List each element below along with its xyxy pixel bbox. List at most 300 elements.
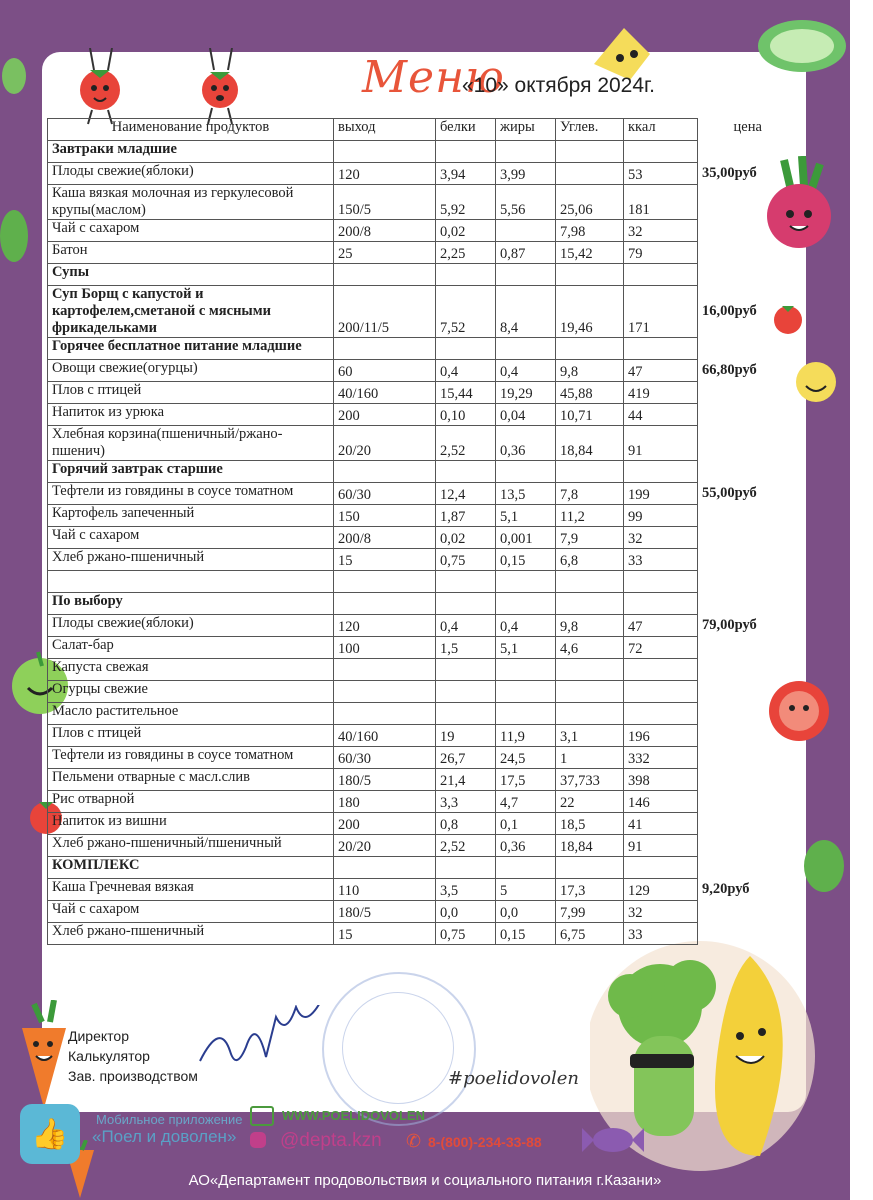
cell-k xyxy=(624,461,698,483)
phone-number[interactable]: 8-(800)-234-33-88 xyxy=(428,1134,542,1150)
cell-out xyxy=(334,461,436,483)
cell-out: 200/8 xyxy=(334,220,436,242)
cell-f xyxy=(496,338,556,360)
leaf-icon xyxy=(800,836,848,896)
cell-out: 200 xyxy=(334,404,436,426)
table-row xyxy=(48,725,798,747)
cell-c: 25,06 xyxy=(556,185,624,220)
price-cell xyxy=(698,637,798,659)
cell-out: 15 xyxy=(334,923,436,945)
table-row xyxy=(48,404,798,426)
cell-p: 0,75 xyxy=(436,923,496,945)
table-row xyxy=(48,879,798,901)
cell-f: 5,56 xyxy=(496,185,556,220)
cell-c: 18,84 xyxy=(556,835,624,857)
header-output: выход xyxy=(334,119,436,141)
product-name: Чай с сахаром xyxy=(48,527,334,549)
phone-icon: ✆ xyxy=(406,1131,422,1152)
section-row xyxy=(48,264,798,286)
cell-k: 199 xyxy=(624,483,698,505)
cell-k: 398 xyxy=(624,769,698,791)
cell-c: 3,1 xyxy=(556,725,624,747)
product-name: Плоды свежие(яблоки) xyxy=(48,163,334,185)
price-cell xyxy=(698,659,798,681)
product-name: Хлебная корзина(пшеничный/ржано-пшенич) xyxy=(48,426,334,461)
cell-f xyxy=(496,571,556,593)
cell-f: 19,29 xyxy=(496,382,556,404)
product-name: Плоды свежие(яблоки) xyxy=(48,615,334,637)
cell-k: 79 xyxy=(624,242,698,264)
cell-k: 91 xyxy=(624,835,698,857)
cell-k: 72 xyxy=(624,637,698,659)
cell-out xyxy=(334,659,436,681)
table-row xyxy=(48,923,798,945)
cell-f: 24,5 xyxy=(496,747,556,769)
cell-f: 0,4 xyxy=(496,615,556,637)
cell-k xyxy=(624,659,698,681)
table-row xyxy=(48,163,798,185)
cell-k: 47 xyxy=(624,360,698,382)
cell-k: 32 xyxy=(624,527,698,549)
cell-out: 200 xyxy=(334,813,436,835)
section-row xyxy=(48,141,798,163)
cell-c: 7,9 xyxy=(556,527,624,549)
cell-p: 5,92 xyxy=(436,185,496,220)
cell-c: 18,84 xyxy=(556,426,624,461)
cell-k: 47 xyxy=(624,615,698,637)
cell-k xyxy=(624,593,698,615)
cell-p: 0,4 xyxy=(436,360,496,382)
cell-c: 1 xyxy=(556,747,624,769)
cell-p xyxy=(436,703,496,725)
cell-out: 110 xyxy=(334,879,436,901)
cell-f: 5 xyxy=(496,879,556,901)
section-title: Горячий завтрак старшие xyxy=(48,461,334,483)
cell-k: 99 xyxy=(624,505,698,527)
cell-c: 45,88 xyxy=(556,382,624,404)
cell-out: 180/5 xyxy=(334,901,436,923)
table-row xyxy=(48,615,798,637)
cell-out xyxy=(334,681,436,703)
section-row xyxy=(48,593,798,615)
cell-c: 4,6 xyxy=(556,637,624,659)
cell-c xyxy=(556,659,624,681)
cell-p: 1,5 xyxy=(436,637,496,659)
cell-f: 0,4 xyxy=(496,360,556,382)
product-name: Картофель запеченный xyxy=(48,505,334,527)
cell-f: 8,4 xyxy=(496,286,556,338)
cell-f: 11,9 xyxy=(496,725,556,747)
hashtag: #poelidovolen xyxy=(448,1068,579,1089)
cell-f: 0,36 xyxy=(496,835,556,857)
table-row xyxy=(48,835,798,857)
cell-out xyxy=(334,703,436,725)
price-cell: 16,00руб xyxy=(698,286,798,338)
cell-p xyxy=(436,593,496,615)
product-name: Напиток из вишни xyxy=(48,813,334,835)
product-name: Напиток из урюка xyxy=(48,404,334,426)
cell-out: 20/20 xyxy=(334,426,436,461)
cell-p: 0,02 xyxy=(436,527,496,549)
product-name: Тефтели из говядины в соусе томатном xyxy=(48,483,334,505)
table-row xyxy=(48,242,798,264)
table-row xyxy=(48,681,798,703)
cell-p: 3,3 xyxy=(436,791,496,813)
price-cell: 66,80руб xyxy=(698,360,798,382)
price-cell xyxy=(698,703,798,725)
cell-c: 6,75 xyxy=(556,923,624,945)
price-cell: 35,00руб xyxy=(698,163,798,185)
cell-out: 60/30 xyxy=(334,747,436,769)
price-cell xyxy=(698,747,798,769)
table-row xyxy=(48,571,798,593)
cell-k: 171 xyxy=(624,286,698,338)
cell-f xyxy=(496,659,556,681)
cell-out: 120 xyxy=(334,615,436,637)
cell-c xyxy=(556,703,624,725)
cell-out: 180 xyxy=(334,791,436,813)
cell-out: 120 xyxy=(334,163,436,185)
cell-c: 19,46 xyxy=(556,286,624,338)
cell-out xyxy=(334,857,436,879)
table-row xyxy=(48,901,798,923)
price-cell xyxy=(698,141,798,163)
cell-c: 9,8 xyxy=(556,615,624,637)
cell-out xyxy=(334,141,436,163)
company-footer: АО«Департамент продовольствия и социального питания г.Казани» xyxy=(188,1172,662,1189)
cell-k xyxy=(624,141,698,163)
product-name: Хлеб ржано-пшеничный xyxy=(48,923,334,945)
cell-c: 15,42 xyxy=(556,242,624,264)
cell-p: 26,7 xyxy=(436,747,496,769)
product-name: Капуста свежая xyxy=(48,659,334,681)
product-name: Тефтели из говядины в соусе томатном xyxy=(48,747,334,769)
instagram-handle[interactable]: @depta.kzn xyxy=(280,1130,382,1151)
cell-out: 200/8 xyxy=(334,527,436,549)
cell-p xyxy=(436,681,496,703)
app-label: Мобильное приложение xyxy=(96,1112,243,1127)
cell-p xyxy=(436,659,496,681)
header-kcal: ккал xyxy=(624,119,698,141)
cell-c: 17,3 xyxy=(556,879,624,901)
product-name: Масло растительное xyxy=(48,703,334,725)
cell-p: 7,52 xyxy=(436,286,496,338)
cell-f xyxy=(496,857,556,879)
cell-f: 0,001 xyxy=(496,527,556,549)
production-label: Зав. производством xyxy=(68,1068,198,1084)
price-cell xyxy=(698,769,798,791)
cell-p: 21,4 xyxy=(436,769,496,791)
section-row xyxy=(48,338,798,360)
table-row xyxy=(48,703,798,725)
cell-f: 3,99 xyxy=(496,163,556,185)
cell-p: 2,52 xyxy=(436,426,496,461)
cell-out: 20/20 xyxy=(334,835,436,857)
cell-p: 2,25 xyxy=(436,242,496,264)
table-row xyxy=(48,549,798,571)
section-row xyxy=(48,857,798,879)
table-row xyxy=(48,747,798,769)
table-row xyxy=(48,220,798,242)
cell-f xyxy=(496,264,556,286)
cell-out: 15 xyxy=(334,549,436,571)
candy-icon xyxy=(578,1120,648,1160)
leaf-icon xyxy=(0,206,34,266)
cell-c xyxy=(556,338,624,360)
price-cell xyxy=(698,835,798,857)
table-row xyxy=(48,483,798,505)
cell-f: 0,15 xyxy=(496,549,556,571)
cell-c: 9,8 xyxy=(556,360,624,382)
mobile-app-icon[interactable]: 👍 xyxy=(20,1104,80,1164)
table-row xyxy=(48,659,798,681)
cell-k: 44 xyxy=(624,404,698,426)
cell-k: 146 xyxy=(624,791,698,813)
cell-k: 332 xyxy=(624,747,698,769)
product-name: Чай с сахаром xyxy=(48,220,334,242)
section-row xyxy=(48,461,798,483)
leaf-icon xyxy=(0,56,30,96)
product-name: Салат-бар xyxy=(48,637,334,659)
cell-p: 0,4 xyxy=(436,615,496,637)
table-header-row xyxy=(48,119,798,141)
table-row xyxy=(48,426,798,461)
website-icon xyxy=(250,1106,274,1126)
cell-k: 32 xyxy=(624,901,698,923)
cell-out: 60/30 xyxy=(334,483,436,505)
price-cell xyxy=(698,505,798,527)
header-price: цена xyxy=(698,119,798,141)
table-row xyxy=(48,637,798,659)
cell-k: 53 xyxy=(624,163,698,185)
tomato-character-icon xyxy=(72,48,132,128)
price-cell xyxy=(698,901,798,923)
price-cell xyxy=(698,681,798,703)
section-title: КОМПЛЕКС xyxy=(48,857,334,879)
cell-out: 200/11/5 xyxy=(334,286,436,338)
price-cell xyxy=(698,185,798,220)
table-row xyxy=(48,769,798,791)
product-name: Рис отварной xyxy=(48,791,334,813)
price-cell: 79,00руб xyxy=(698,615,798,637)
cell-p: 2,52 xyxy=(436,835,496,857)
price-cell xyxy=(698,426,798,461)
cell-k: 41 xyxy=(624,813,698,835)
cell-f: 0,0 xyxy=(496,901,556,923)
cell-k: 419 xyxy=(624,382,698,404)
cell-c xyxy=(556,681,624,703)
section-title: Горячее бесплатное питание младшие xyxy=(48,338,334,360)
cell-f xyxy=(496,681,556,703)
cell-out xyxy=(334,571,436,593)
cell-out: 100 xyxy=(334,637,436,659)
cell-f: 0,04 xyxy=(496,404,556,426)
cell-f xyxy=(496,593,556,615)
price-cell: 9,20руб xyxy=(698,879,798,901)
cell-p xyxy=(436,571,496,593)
cell-c: 37,733 xyxy=(556,769,624,791)
cell-k xyxy=(624,338,698,360)
product-name: Пельмени отварные с масл.слив xyxy=(48,769,334,791)
cell-out: 150/5 xyxy=(334,185,436,220)
table-row xyxy=(48,286,798,338)
menu-title: Меню xyxy=(362,52,505,103)
cell-p: 19 xyxy=(436,725,496,747)
cell-c xyxy=(556,163,624,185)
cell-out: 40/160 xyxy=(334,725,436,747)
product-name xyxy=(48,571,334,593)
cell-p xyxy=(436,141,496,163)
cell-out: 150 xyxy=(334,505,436,527)
signature-block xyxy=(68,1026,198,1086)
cell-k xyxy=(624,264,698,286)
header-protein: белки xyxy=(436,119,496,141)
cell-k: 129 xyxy=(624,879,698,901)
price-cell xyxy=(698,725,798,747)
table-row xyxy=(48,527,798,549)
cell-f: 0,36 xyxy=(496,426,556,461)
cell-p: 0,75 xyxy=(436,549,496,571)
website-link[interactable]: WWW.POELIDOVOLEN xyxy=(282,1108,425,1123)
smiley-icon xyxy=(794,360,838,404)
carrot-character-icon xyxy=(10,1000,76,1110)
price-cell xyxy=(698,242,798,264)
cell-p: 15,44 xyxy=(436,382,496,404)
menu-date: «10» октября 2024г. xyxy=(462,74,655,97)
cell-f: 5,1 xyxy=(496,505,556,527)
price-cell xyxy=(698,338,798,360)
product-name: Каша вязкая молочная из геркулесовой крупы(маслом) xyxy=(48,185,334,220)
cell-f xyxy=(496,220,556,242)
cell-c xyxy=(556,461,624,483)
cell-k xyxy=(624,681,698,703)
cell-k: 33 xyxy=(624,923,698,945)
product-name: Батон xyxy=(48,242,334,264)
product-name: Хлеб ржано-пшеничный/пшеничный xyxy=(48,835,334,857)
menu-table xyxy=(47,118,798,945)
product-name: Чай с сахаром xyxy=(48,901,334,923)
cell-c: 7,8 xyxy=(556,483,624,505)
price-cell xyxy=(698,857,798,879)
cell-f: 17,5 xyxy=(496,769,556,791)
cell-c: 6,8 xyxy=(556,549,624,571)
product-name: Суп Борщ с капустой и картофелем,сметаной с мясными фрикадельками xyxy=(48,286,334,338)
cucumber-slice-icon xyxy=(756,16,848,76)
cell-p: 0,0 xyxy=(436,901,496,923)
cell-f: 5,1 xyxy=(496,637,556,659)
cell-f xyxy=(496,141,556,163)
cell-p xyxy=(436,264,496,286)
cell-c xyxy=(556,141,624,163)
round-stamp xyxy=(322,972,476,1126)
product-name: Плов с птицей xyxy=(48,725,334,747)
price-cell xyxy=(698,571,798,593)
cell-c: 7,99 xyxy=(556,901,624,923)
product-name: Плов с птицей xyxy=(48,382,334,404)
cell-out: 40/160 xyxy=(334,382,436,404)
price-cell xyxy=(698,791,798,813)
cell-c: 18,5 xyxy=(556,813,624,835)
product-name: Огурцы свежие xyxy=(48,681,334,703)
cell-p: 1,87 xyxy=(436,505,496,527)
cell-k: 181 xyxy=(624,185,698,220)
handwritten-signature xyxy=(196,1005,336,1085)
cell-c xyxy=(556,264,624,286)
price-cell xyxy=(698,923,798,945)
price-cell xyxy=(698,264,798,286)
price-cell xyxy=(698,461,798,483)
cell-out: 60 xyxy=(334,360,436,382)
section-title: Завтраки младшие xyxy=(48,141,334,163)
cell-f xyxy=(496,703,556,725)
cell-k xyxy=(624,703,698,725)
cell-p: 3,5 xyxy=(436,879,496,901)
cell-out: 180/5 xyxy=(334,769,436,791)
cell-f: 0,15 xyxy=(496,923,556,945)
price-cell xyxy=(698,593,798,615)
instagram-icon xyxy=(250,1132,266,1148)
tomato-character-icon xyxy=(192,48,252,128)
cell-out: 25 xyxy=(334,242,436,264)
cell-p: 0,02 xyxy=(436,220,496,242)
cell-p xyxy=(436,857,496,879)
table-row xyxy=(48,382,798,404)
calculator-label: Калькулятор xyxy=(68,1048,150,1064)
header-fat: жиры xyxy=(496,119,556,141)
product-name: Овощи свежие(огурцы) xyxy=(48,360,334,382)
price-cell xyxy=(698,527,798,549)
price-cell: 55,00руб xyxy=(698,483,798,505)
table-row xyxy=(48,360,798,382)
cell-k: 196 xyxy=(624,725,698,747)
cell-k xyxy=(624,571,698,593)
section-title: Супы xyxy=(48,264,334,286)
cell-p: 0,8 xyxy=(436,813,496,835)
table-row xyxy=(48,505,798,527)
cell-p: 0,10 xyxy=(436,404,496,426)
section-title: По выбору xyxy=(48,593,334,615)
price-cell xyxy=(698,220,798,242)
price-cell xyxy=(698,382,798,404)
cell-f: 13,5 xyxy=(496,483,556,505)
product-name: Каша Гречневая вязкая xyxy=(48,879,334,901)
cell-out xyxy=(334,264,436,286)
header-carbs: Углев. xyxy=(556,119,624,141)
product-name: Хлеб ржано-пшеничный xyxy=(48,549,334,571)
price-cell xyxy=(698,404,798,426)
cell-k xyxy=(624,857,698,879)
director-label: Директор xyxy=(68,1028,129,1044)
table-row xyxy=(48,185,798,220)
cell-f xyxy=(496,461,556,483)
cell-p: 12,4 xyxy=(436,483,496,505)
cell-out xyxy=(334,338,436,360)
cell-k: 91 xyxy=(624,426,698,461)
cell-c xyxy=(556,857,624,879)
cell-out xyxy=(334,593,436,615)
cell-p: 3,94 xyxy=(436,163,496,185)
cell-f: 0,1 xyxy=(496,813,556,835)
cell-c: 22 xyxy=(556,791,624,813)
cell-p xyxy=(436,338,496,360)
cell-c: 11,2 xyxy=(556,505,624,527)
app-name: «Поел и доволен» xyxy=(92,1127,237,1146)
table-row xyxy=(48,813,798,835)
cell-c: 10,71 xyxy=(556,404,624,426)
table-row xyxy=(48,791,798,813)
cell-c xyxy=(556,593,624,615)
header-name: Наименование продуктов xyxy=(48,119,334,141)
